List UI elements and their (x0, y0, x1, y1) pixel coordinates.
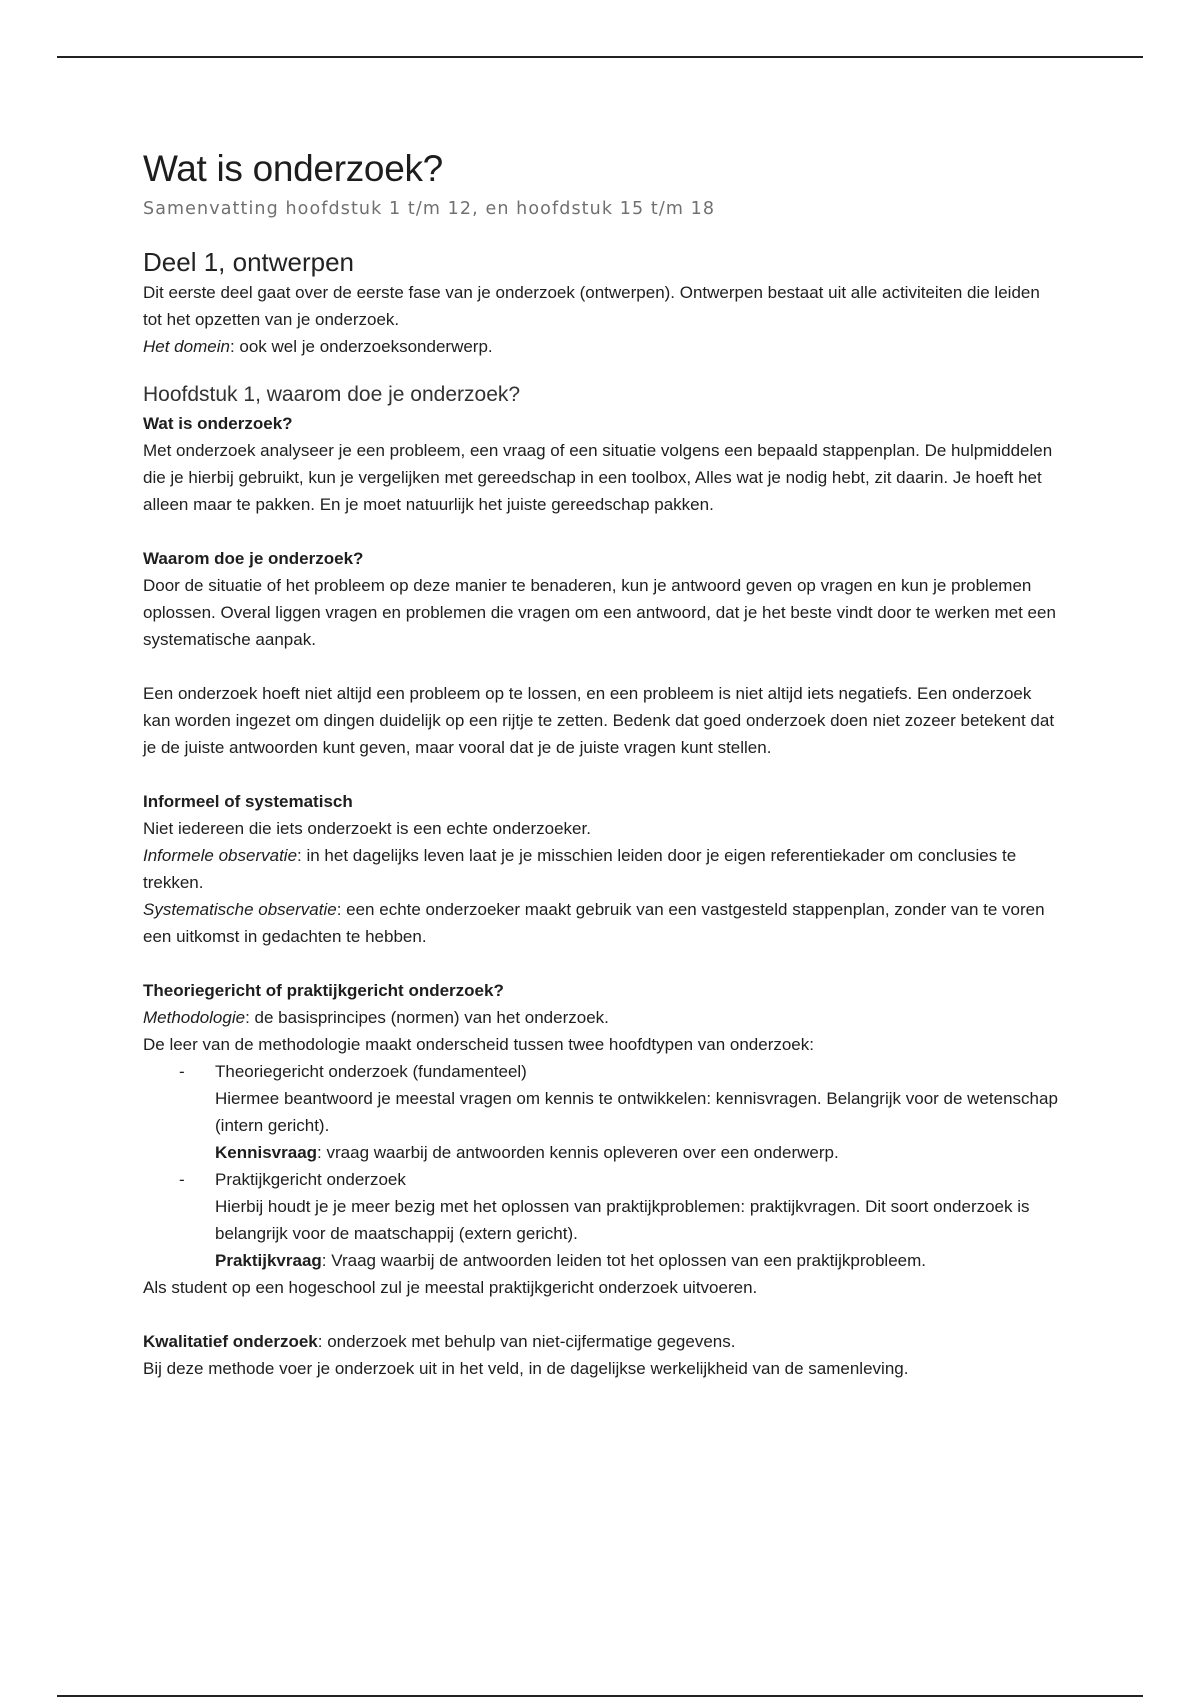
document-subtitle: Samenvatting hoofdstuk 1 t/m 12, en hoofdstuk 15 t/m 18 (143, 199, 716, 219)
informal-observation (143, 842, 1063, 896)
informal-heading: Informeel of systematisch (143, 792, 353, 811)
why-heading: Waarom doe je onderzoek? (143, 549, 364, 568)
methodology-text: De leer van de methodologie maakt onderscheid tussen twee hoofdtypen van onderzoek: (143, 1035, 814, 1054)
systematic-obs-def: : een echte onderzoeker maakt gebruik van een vastgesteld stappenplan, zonder van te voren een uitkomst in gedachten te hebben. (143, 900, 1045, 946)
what-text: Met onderzoek analyseer je een probleem, een vraag of een situatie volgens een bepaald stappenplan. De hulpmiddelen die je hierbij gebruikt, kun je vergelijken met gereedschap in een toolbox, Alles wat je nodig hebt, zit daarin. Je hoeft het alleen maar te pakken. En je moet natuurlijk het juiste gereedschap pakken. (143, 441, 1053, 514)
domain-term: Het domein (143, 337, 230, 356)
list-item-title: Theoriegericht onderzoek (fundamenteel) (215, 1062, 527, 1081)
list-item-definition (215, 1139, 1063, 1166)
informal-obs-term: Informele observatie (143, 846, 298, 865)
list-item-def: : vraag waarbij de antwoorden kennis opleveren over een onderwerp. (317, 1143, 839, 1162)
research-types-list (143, 1058, 1063, 1274)
chapter1-heading: Hoofdstuk 1, waarom doe je onderzoek? (143, 383, 521, 406)
qualitative-text: Bij deze methode voer je onderzoek uit in het veld, in de dagelijkse werkelijkheid van de samenleving. (143, 1359, 909, 1378)
list-item (143, 1058, 1063, 1166)
qualitative-definition (143, 1328, 1063, 1355)
header-rule (57, 56, 1143, 58)
informal-obs-def: : in het dagelijks leven laat je je misschien leiden door je eigen referentiekader om conclusies te trekken. (143, 846, 1017, 892)
theory-heading: Theoriegericht of praktijkgericht onderzoek? (143, 981, 504, 1000)
why-text-1: Door de situatie of het probleem op deze manier te benaderen, kun je antwoord geven op vragen en kun je problemen oplossen. Overal liggen vragen en problemen die vragen om een antwoord, dat je het beste vindt door te werken met een systematische aanpak. (143, 576, 1056, 649)
what-heading: Wat is onderzoek? (143, 414, 293, 433)
why-text-2: Een onderzoek hoeft niet altijd een probleem op te lossen, en een probleem is niet altijd iets negatiefs. Een onderzoek kan worden ingezet om dingen duidelijk op een rijtje te zetten. Bedenk dat goed onderzoek doen niet zozeer betekent dat je de juiste antwoorden kunt geven, maar vooral dat je de juiste vragen kunt stellen. (143, 684, 1055, 757)
methodology-definition (143, 1004, 1063, 1031)
systematic-obs-term: Systematische observatie (143, 900, 337, 919)
list-item-term: Praktijkvraag (215, 1251, 322, 1270)
student-text: Als student op een hogeschool zul je meestal praktijkgericht onderzoek uitvoeren. (143, 1278, 758, 1297)
qualitative-term: Kwalitatief onderzoek (143, 1332, 318, 1351)
list-item-title: Praktijkgericht onderzoek (215, 1170, 406, 1189)
document-title: Wat is onderzoek? (143, 148, 443, 189)
dash-bullet: - (179, 1062, 185, 1081)
list-item-text: Hierbij houdt je je meer bezig met het oplossen van praktijkproblemen: praktijkvragen. Dit soort onderzoek is belangrijk voor de maatschappij (extern gericht). (215, 1197, 1030, 1243)
list-item-def: : Vraag waarbij de antwoorden leiden tot het oplossen van een praktijkprobleem. (321, 1251, 926, 1270)
part1-intro: Dit eerste deel gaat over de eerste fase van je onderzoek (ontwerpen). Ontwerpen bestaat uit alle activiteiten die leiden tot het opzetten van je onderzoek. (143, 283, 1040, 329)
informal-text: Niet iedereen die iets onderzoekt is een echte onderzoeker. (143, 819, 591, 838)
qualitative-def: : onderzoek met behulp van niet-cijfermatige gegevens. (317, 1332, 736, 1351)
dash-bullet: - (179, 1170, 185, 1189)
systematic-observation (143, 896, 1063, 950)
methodology-term: Methodologie (143, 1008, 246, 1027)
list-item-definition (215, 1247, 1063, 1274)
methodology-def: : de basisprincipes (normen) van het onderzoek. (245, 1008, 609, 1027)
list-item-term: Kennisvraag (215, 1143, 318, 1162)
list-item-text: Hiermee beantwoord je meestal vragen om kennis te ontwikkelen: kennisvragen. Belangrijk voor de wetenschap (intern gericht). (215, 1089, 1058, 1135)
domain-def: : ook wel je onderzoeksonderwerp. (229, 337, 493, 356)
document-body (143, 146, 1063, 1382)
part1-heading: Deel 1, ontwerpen (143, 247, 355, 277)
footer-rule (57, 1695, 1143, 1697)
list-item (143, 1166, 1063, 1274)
domain-definition (143, 333, 1063, 360)
